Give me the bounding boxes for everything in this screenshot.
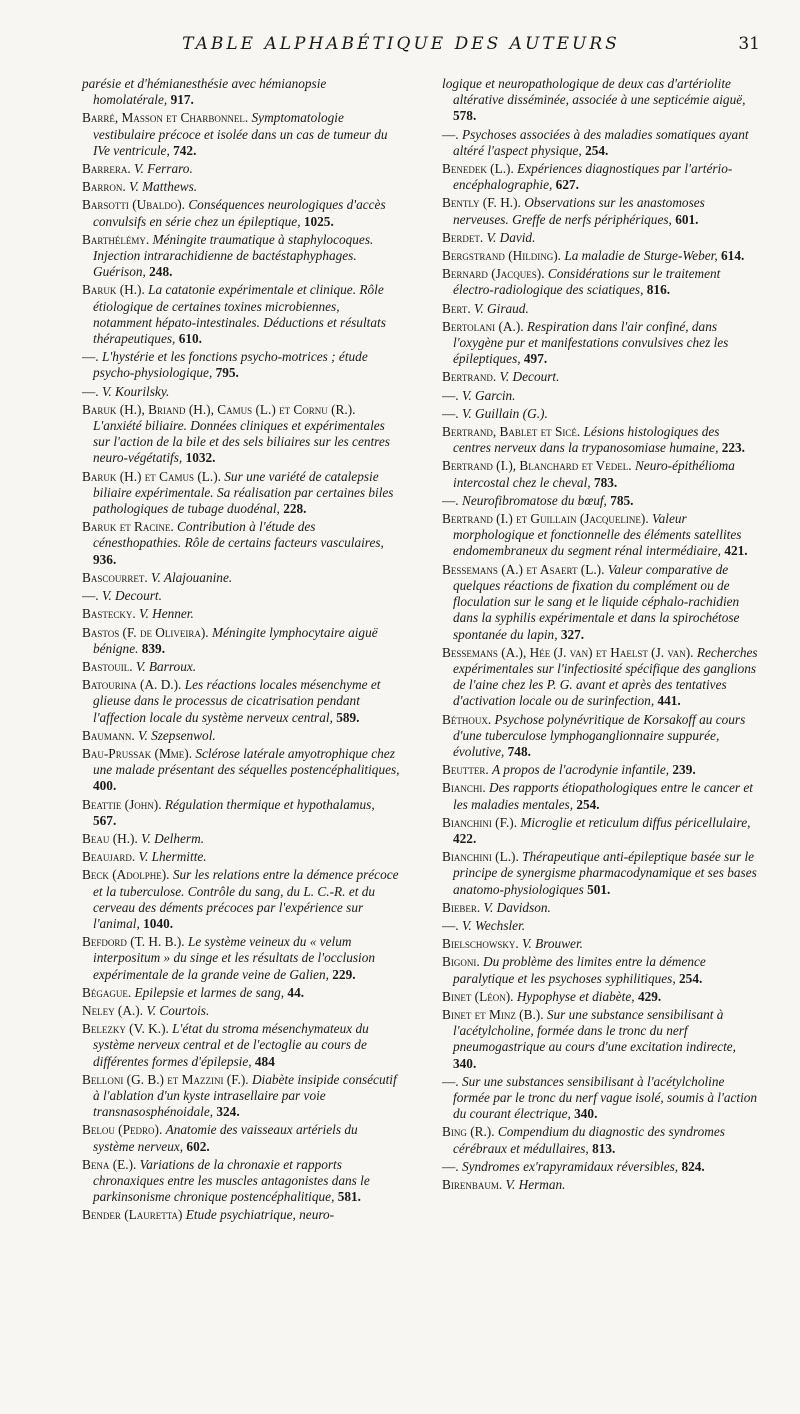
entry-title: Régulation thermique et hypothalamus,: [164, 796, 375, 812]
entry-ref: 239.: [672, 762, 696, 778]
entry-author: Neley (A.).: [82, 1002, 144, 1018]
entry-author: —.: [82, 349, 99, 365]
index-entry: [82, 349, 400, 381]
index-entry: [442, 266, 760, 298]
index-entry: [442, 712, 760, 761]
entry-ref: 614.: [721, 248, 745, 264]
entry-title: La maladie de Sturge-Weber,: [564, 248, 718, 264]
entry-author: —.: [82, 383, 99, 399]
entry-author: Bena (E.).: [82, 1156, 137, 1172]
entry-author: Bastos (F. de Oliveira).: [82, 624, 209, 640]
entry-title: V. Decourt.: [499, 369, 560, 385]
entry-author: Bently (F. H.).: [442, 195, 521, 211]
entry-title: V. Alajouanine.: [151, 569, 233, 585]
index-entry: [82, 76, 400, 108]
entry-title: Valeur comparative de quelques réactions de fixation du complément ou de floculation sur le sang et le liquide céphalo-rachidien dans la syphilis expérimentale et dans la spirochétose spontanée du lapin,: [453, 561, 740, 642]
index-entry: [82, 867, 400, 932]
entry-author: Bessemans (A.) et Asaert (L.).: [442, 561, 605, 577]
index-entry: [442, 1177, 760, 1193]
index-entry: [442, 1074, 760, 1123]
index-entry: [442, 645, 760, 710]
entry-title: V. Davidson.: [483, 899, 551, 915]
right-column: [442, 76, 760, 1226]
entry-title: Neurofibromatose du bœuf,: [461, 492, 607, 508]
entry-ref: 254.: [679, 970, 703, 986]
entry-title: V. Szepsenwol.: [138, 727, 216, 743]
index-entry: [442, 76, 760, 125]
index-entry: [82, 606, 400, 622]
entry-author: Bertrand.: [442, 369, 497, 385]
entry-author: —.: [442, 405, 459, 421]
index-entry: [82, 625, 400, 657]
index-entry: [442, 406, 760, 422]
entry-title: V. Guillain (G.).: [461, 405, 548, 421]
index-entry: [442, 1007, 760, 1072]
index-entry: [442, 1124, 760, 1156]
entry-author: Bing (R.).: [442, 1124, 495, 1140]
entry-ref: 228.: [283, 501, 307, 517]
index-entry: [82, 849, 400, 865]
entry-title: V. Henner.: [139, 606, 194, 622]
entry-author: Bessemans (A.), Hée (J. van) et Haelst (J. van).: [442, 644, 694, 660]
entry-ref: 1025.: [303, 213, 334, 229]
entry-ref: 816.: [646, 282, 671, 298]
entry-title: V. Herman.: [505, 1177, 566, 1192]
index-entry: [82, 161, 400, 177]
entry-title: Recherches expérimentales sur l'infectiosité spécifique des ganglions de l'aine chez les P. G. avant et après des tentatives d'activation locale ou de surinfection,: [453, 644, 758, 709]
entry-ref: 497.: [523, 351, 548, 367]
index-entry: [82, 1021, 400, 1070]
entry-author: Befdord (T. H. B.).: [82, 934, 185, 950]
entry-ref: 610.: [178, 331, 202, 347]
entry-title: L'hystérie et les fonctions psycho-motrices ; étude psycho-physiologique,: [93, 349, 368, 381]
page-header: [82, 34, 760, 66]
entry-author: Bau-Prussak (Mme).: [82, 745, 193, 761]
entry-title: Psychoses associées à des maladies somatiques ayant altéré l'aspect physique,: [453, 126, 749, 158]
index-entry: [442, 301, 760, 317]
entry-title: Les réactions locales mésenchyme et glieuse dans le processus de cicatrisation pendant l'affection locale du système nerveux central,: [93, 677, 381, 725]
index-entry: [442, 388, 760, 404]
entry-title: L'anxiété biliaire. Données cliniques et expérimentales sur l'action de la bile et des sels biliaires sur les centres neuro-végétatifs,: [93, 418, 390, 466]
entry-title: Sur une substances sensibilisant à l'acétylcholine formée par le tronc du nerf vague isolé, soumis à l'action du courant électrique,: [453, 1073, 758, 1122]
entry-title: Hypophyse et diabète,: [516, 988, 635, 1004]
index-entry: [442, 161, 760, 193]
index-entry: [442, 815, 760, 847]
entry-author: Barthélémy.: [82, 231, 150, 247]
entry-author: Bender (Lauretta): [82, 1207, 183, 1223]
page-number: 31: [738, 34, 760, 54]
index-entry: [82, 588, 400, 604]
index-entry: [82, 985, 400, 1001]
entry-title: V. David.: [486, 229, 536, 245]
entry-ref: 44.: [287, 984, 305, 1000]
entry-author: Barrera.: [82, 161, 131, 177]
entry-ref: 578.: [453, 108, 477, 124]
entry-ref: 936.: [93, 551, 117, 567]
entry-ref: 839.: [141, 640, 166, 656]
index-columns: [82, 76, 760, 1226]
index-entry: [82, 831, 400, 847]
entry-ref: 254.: [585, 142, 609, 158]
entry-ref: 783.: [593, 474, 618, 490]
entry-title: Compendium du diagnostic des syndromes cérébraux et médullaires,: [453, 1124, 725, 1156]
entry-title: Psychose polynévritique de Korsakoff au cours d'une tuberculose lymphoganglionnaire suppurée, évolutive,: [453, 711, 746, 759]
entry-author: Bielschowsky.: [442, 936, 519, 952]
entry-author: Bert.: [442, 300, 471, 316]
entry-title: Le système veineux du « velum interpositum » du singe et les résultats de l'occlusion expérimentale de la grande veine de Galien,: [93, 934, 376, 982]
index-entry: [442, 936, 760, 952]
index-entry: [82, 728, 400, 744]
index-entry: [82, 110, 400, 159]
entry-title: Considérations sur le traitement électro-radiologique des sciatiques,: [453, 266, 721, 298]
entry-author: Bastecky.: [82, 606, 136, 622]
entry-title: Sur une variété de catalepsie biliaire expérimentale. Sa réalisation par certaines biles pathologiques de tubage duodénal,: [93, 468, 394, 517]
entry-author: Baumann.: [82, 727, 135, 743]
entry-author: —.: [442, 917, 459, 933]
entry-author: Bégague.: [82, 984, 132, 1000]
entry-title: V. Kourilsky.: [101, 383, 170, 399]
entry-ref: 824.: [681, 1158, 705, 1174]
entry-ref: 567.: [93, 812, 117, 828]
entry-ref: 429.: [637, 988, 662, 1004]
entry-title: V. Decourt.: [101, 588, 162, 604]
entry-ref: 602.: [186, 1138, 210, 1154]
entry-author: —.: [82, 588, 99, 604]
index-entry: [442, 849, 760, 898]
entry-title: Lésions histologiques des centres nerveux dans la trypanosomiase humaine,: [453, 424, 720, 456]
entry-title: Du problème des limites entre la démence paralytique et les psychoses syphilitiques,: [453, 954, 706, 986]
entry-title: Syndromes ex'rapyramidaux réversibles,: [461, 1158, 679, 1174]
index-entry: [442, 562, 760, 643]
entry-author: Beattie (John).: [82, 796, 162, 812]
entry-ref: 581.: [337, 1189, 362, 1205]
entry-ref: 813.: [592, 1140, 616, 1156]
entry-title: V. Giraud.: [473, 300, 529, 316]
entry-ref: 340.: [453, 1055, 477, 1071]
entry-ref: 421.: [724, 543, 748, 559]
entry-author: Bieber.: [442, 899, 481, 915]
index-entry: [82, 402, 400, 467]
entry-title: Diabète insipide consécutif à l'ablation d'un kyste intrasellaire par voie transnasosphénoidale,: [93, 1071, 397, 1120]
entry-author: Baruk (H.), Briand (H.), Camus (L.) et Cornu (R.).: [82, 401, 356, 417]
entry-author: Bertrand, Bablet et Sicé.: [442, 424, 581, 440]
entry-author: Bernard (Jacques).: [442, 266, 545, 282]
entry-author: Bertolani (A.).: [442, 318, 524, 334]
entry-ref: 223.: [721, 440, 746, 456]
entry-title: V. Garcin.: [461, 387, 516, 403]
entry-ref: 400.: [93, 778, 117, 794]
index-entry: [82, 1003, 400, 1019]
entry-title: Respiration dans l'air confiné, dans l'oxygène pur et manifestations convulsives chez les épileptiques,: [453, 318, 729, 367]
entry-title: V. Courtois.: [146, 1002, 210, 1018]
entry-ref: 229.: [332, 966, 356, 982]
entry-author: Bianchini (L.).: [442, 849, 519, 865]
index-entry: [82, 519, 400, 568]
entry-author: Berdet.: [442, 229, 484, 245]
entry-ref: 1040.: [143, 915, 174, 931]
index-entry: [442, 954, 760, 986]
entry-author: Belou (Pedro).: [82, 1122, 163, 1138]
index-entry: [82, 179, 400, 195]
index-entry: [442, 424, 760, 456]
entry-author: Béthoux.: [442, 711, 492, 727]
entry-title: V. Matthews.: [129, 179, 198, 195]
entry-title: V. Brouwer.: [522, 936, 583, 952]
entry-ref: 742.: [173, 142, 197, 158]
entry-title: Valeur morphologique et fonctionnelle des éléments satellites endomembraneux du segment rénal intermédiaire,: [453, 511, 742, 559]
entry-ref: 748.: [507, 743, 531, 759]
entry-author: Bergstrand (Hilding).: [442, 248, 561, 264]
index-entry: [82, 797, 400, 829]
entry-ref: 785.: [610, 492, 634, 508]
entry-ref: 589.: [336, 709, 360, 725]
entry-author: Beaujard.: [82, 849, 136, 865]
entry-author: —.: [442, 387, 459, 403]
entry-author: Baruk (H.) et Camus (L.).: [82, 468, 221, 484]
entry-title: L'état du stroma mésenchymateux du système nerveux central et de l'ectoglie au cours de différentes formes d'épilepsie,: [93, 1021, 369, 1069]
entry-author: Birenbaum.: [442, 1177, 503, 1192]
entry-title: Observations sur les anastomoses nerveuses. Greffe de nerfs périphériques,: [453, 195, 705, 227]
entry-author: Bascourret.: [82, 569, 148, 585]
index-entry: [442, 493, 760, 509]
index-entry: [82, 659, 400, 675]
entry-author: Bertrand (I.), Blanchard et Vedel.: [442, 458, 632, 474]
index-entry: [442, 195, 760, 227]
entry-ref: 248.: [149, 264, 173, 280]
entry-title: logique et neuropathologique de deux cas d'artériolite altérative disséminée, associée à une septicémie aiguë,: [442, 76, 746, 108]
index-entry: [442, 511, 760, 560]
entry-ref: 441.: [657, 693, 681, 709]
index-entry: [82, 746, 400, 795]
entry-title: V. Lhermitte.: [138, 849, 207, 865]
entry-author: Barré, Masson et Charbonnel.: [82, 110, 249, 126]
entry-title: Neuro-épithélioma intercostal chez le cheval,: [453, 458, 735, 490]
entry-title: Sur les relations entre la démence précoce et la tuberculose. Contrôle du sang, du L. C.-R. et du cerveau des déments précoces par l'expérience sur l'animal,: [93, 867, 399, 931]
entry-author: Bastouil.: [82, 658, 133, 674]
index-entry: [82, 1122, 400, 1154]
entry-author: —.: [442, 126, 459, 142]
entry-author: Baruk (H.).: [82, 282, 145, 298]
index-entry: [82, 1072, 400, 1121]
entry-ref: 795.: [215, 365, 239, 381]
entry-ref: 627.: [555, 177, 579, 193]
index-entry: [82, 282, 400, 347]
entry-author: Bianchini (F.).: [442, 814, 518, 830]
entry-author: Bertrand (I.) et Guillain (Jacqueline).: [442, 511, 649, 527]
entry-author: Binet et Minz (B.).: [442, 1006, 544, 1022]
entry-author: Barron.: [82, 179, 126, 195]
entry-title: V. Barroux.: [135, 658, 197, 674]
entry-title: Méningite traumatique à staphylocoques. Injection intrarachidienne de bactéstaphyphages. Guérison,: [93, 231, 374, 280]
entry-author: Bianchi.: [442, 780, 486, 796]
entry-title: Sclérose latérale amyotrophique chez une malade présentant des séquelles postencéphalitiques,: [93, 745, 400, 778]
index-entry: [442, 1159, 760, 1175]
index-entry: [82, 1207, 400, 1223]
entry-title: V. Delherm.: [141, 830, 205, 846]
entry-author: Benedek (L.).: [442, 161, 514, 177]
index-entry: [442, 319, 760, 368]
index-entry: [82, 384, 400, 400]
entry-title: Conséquences neurologiques d'accès convulsifs en série chez un épileptique,: [93, 197, 386, 229]
entry-title: Anatomie des vaisseaux artériels du système nerveux,: [93, 1122, 358, 1154]
entry-ref: 340.: [574, 1106, 598, 1122]
entry-author: —.: [442, 1158, 459, 1174]
entry-title: A propos de l'acrodynie infantile,: [492, 762, 670, 778]
entry-title: V. Wechsler.: [461, 917, 526, 933]
index-entry: [442, 230, 760, 246]
entry-title: Sur une substance sensibilisant à l'acétylcholine, formée dans le tronc du nerf pneumogastrique au cours d'une excitation indirecte,: [453, 1006, 737, 1055]
index-entry: [82, 934, 400, 983]
index-entry: [442, 918, 760, 934]
entry-author: Belloni (G. B.) et Mazzini (F.).: [82, 1071, 249, 1087]
entry-title: Variations de la chronaxie et rapports chronaxiques entre les muscles antagonistes dans le parkinsonisme chronique postencéphalitique,: [93, 1156, 370, 1205]
entry-ref: 327.: [560, 626, 585, 642]
index-entry: [442, 989, 760, 1005]
index-entry: [82, 677, 400, 726]
entry-title: Contribution à l'étude des cénesthopathies. Rôle de certains facteurs vasculaires,: [93, 519, 384, 551]
index-entry: [442, 458, 760, 490]
entry-author: —.: [442, 492, 459, 508]
index-entry: [442, 780, 760, 812]
index-entry: [82, 1157, 400, 1206]
index-entry: [442, 762, 760, 778]
entry-title: Thérapeutique anti-épileptique basée sur le principe de synergisme pharmacodynamique et ses bases anatomo-physiologiques: [453, 849, 757, 897]
entry-ref: 254.: [576, 796, 600, 812]
entry-title: parésie et d'hémianesthésie avec hémianopsie homolatérale,: [82, 76, 327, 108]
entry-author: Beau (H.).: [82, 830, 138, 846]
index-entry: [442, 900, 760, 916]
entry-title: Epilepsie et larmes de sang,: [134, 984, 285, 1000]
index-entry: [442, 127, 760, 159]
entry-ref: 601.: [675, 211, 699, 227]
entry-title: Symptomatologie vestibulaire précoce et isolée dans un cas de tumeur du IVe ventricule,: [93, 110, 388, 158]
entry-title: Etude psychiatrique, neuro-: [185, 1207, 335, 1223]
entry-title: La catatonie expérimentale et clinique. Rôle étiologique de certaines toxines microbiennes, notamment hépato-intestinales. Déductions et résultats thérapeutiques,: [93, 282, 386, 347]
index-entry: [82, 570, 400, 586]
entry-ref: 917.: [170, 92, 194, 108]
entry-author: Binet (Léon).: [442, 988, 514, 1004]
entry-author: Batourina (A. D.).: [82, 677, 182, 693]
entry-title: Méningite lymphocytaire aiguë bénigne.: [93, 624, 378, 656]
entry-ref: 1032.: [185, 450, 216, 466]
index-entry: [442, 248, 760, 264]
entry-ref: 501.: [587, 881, 611, 897]
index-entry: [442, 369, 760, 385]
index-entry: [82, 469, 400, 518]
entry-title: V. Ferraro.: [134, 161, 193, 177]
entry-author: Barsotti (Ubaldo).: [82, 197, 185, 213]
running-title: TABLE ALPHABÉTIQUE DES AUTEURS: [182, 34, 620, 54]
entry-ref: 324.: [216, 1104, 240, 1120]
entry-author: Belezky (V. K.).: [82, 1021, 169, 1037]
entry-title: Expériences diagnostiques par l'artério-encéphalographie,: [453, 161, 733, 193]
entry-author: —.: [442, 1073, 459, 1089]
entry-ref: 484: [254, 1053, 275, 1069]
entry-author: Baruk et Racine.: [82, 519, 174, 535]
index-entry: [82, 232, 400, 281]
entry-title: Des rapports étiopathologiques entre le cancer et les maladies mentales,: [453, 780, 753, 812]
entry-author: Bigoni.: [442, 954, 480, 970]
entry-author: Beck (Adolphe).: [82, 867, 170, 883]
index-entry: [82, 197, 400, 229]
entry-author: Beutter.: [442, 762, 489, 778]
entry-ref: 422.: [453, 830, 477, 846]
left-column: [82, 76, 400, 1226]
entry-title: Microglie et reticulum diffus péricellulaire,: [520, 814, 751, 830]
